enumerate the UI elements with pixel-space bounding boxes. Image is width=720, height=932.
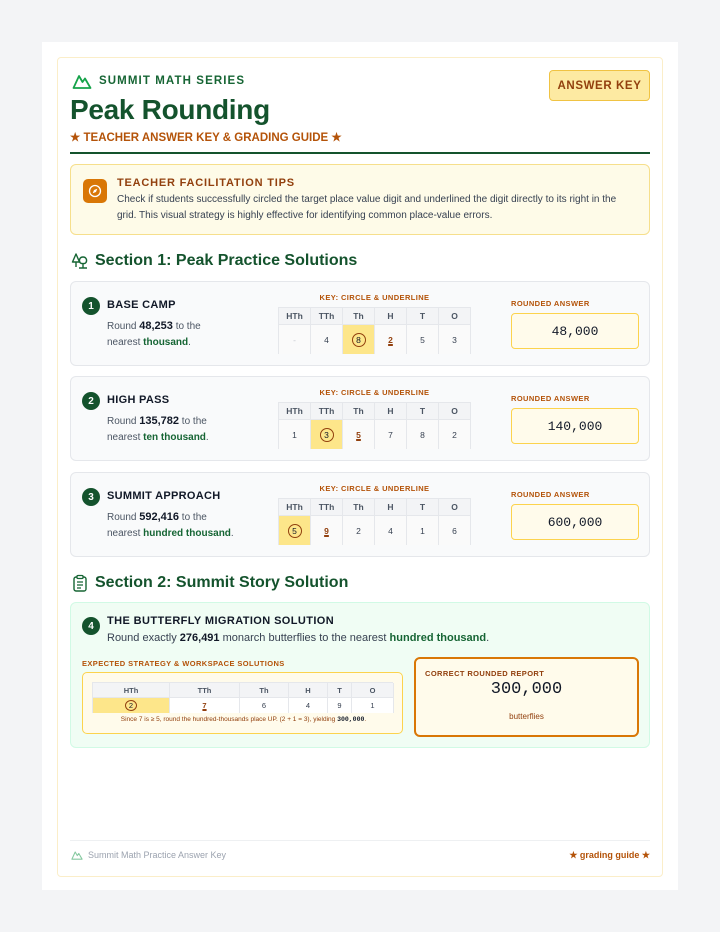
rounded-report-box bbox=[414, 657, 639, 737]
grid-digit: 1 bbox=[292, 429, 297, 440]
circled-digit: 2 bbox=[125, 700, 137, 711]
section-1-title: Section 1: Peak Practice Solutions bbox=[95, 252, 358, 269]
place-header: O bbox=[439, 499, 471, 516]
place-value-grid bbox=[278, 307, 471, 354]
series-label: SUMMIT MATH SERIES bbox=[99, 75, 246, 87]
rounded-answer-box: 140,000 bbox=[511, 408, 639, 444]
clipboard-icon bbox=[71, 574, 89, 592]
strategy-note bbox=[83, 716, 404, 723]
underlined-digit: 2 bbox=[388, 334, 393, 345]
problem-number: 2 bbox=[82, 392, 100, 410]
story-place-value-grid bbox=[92, 682, 393, 713]
prompt-text: to the bbox=[181, 416, 207, 427]
workspace-panel bbox=[82, 672, 403, 734]
prompt-text: nearest bbox=[107, 337, 141, 348]
problem-prompt bbox=[107, 318, 247, 351]
grid-cell bbox=[279, 516, 311, 545]
grid-cell bbox=[439, 325, 471, 354]
grid-digit: 3 bbox=[452, 334, 457, 345]
workspace-label: EXPECTED STRATEGY & WORKSPACE SOLUTIONS bbox=[82, 659, 285, 668]
footer-divider bbox=[70, 840, 650, 841]
place-header: H bbox=[375, 403, 407, 420]
prompt-text: to the bbox=[175, 321, 201, 332]
page-subtitle: ★ TEACHER ANSWER KEY & GRADING GUIDE ★ bbox=[70, 132, 342, 144]
note-value: 300,000 bbox=[337, 716, 365, 723]
prompt-text: Round bbox=[107, 512, 137, 523]
place-header: Th bbox=[343, 308, 375, 325]
prompt-text: monarch butterflies to the nearest bbox=[222, 632, 387, 644]
problem-title: BASE CAMP bbox=[107, 299, 176, 311]
grid-cell bbox=[343, 325, 375, 354]
rounded-answer-label: ROUNDED ANSWER bbox=[511, 490, 590, 499]
underlined-digit: 7 bbox=[202, 701, 207, 710]
report-unit: butterflies bbox=[509, 712, 544, 721]
place-header: HTh bbox=[279, 403, 311, 420]
place-value-grid bbox=[278, 498, 471, 545]
note-text: Since 7 is ≥ 5, round the hundred-thousands place UP. (2 + 1 = 3), yielding bbox=[120, 716, 336, 723]
rounded-answer-label: ROUNDED ANSWER bbox=[511, 394, 590, 403]
prompt-text: nearest bbox=[107, 528, 141, 539]
problem-number: 3 bbox=[82, 488, 100, 506]
grid-cell bbox=[328, 698, 352, 713]
grid-cell bbox=[93, 698, 170, 713]
problem-value: 48,253 bbox=[139, 320, 173, 332]
prompt-end: . bbox=[486, 632, 490, 644]
grid-digit: 4 bbox=[305, 701, 311, 710]
report-label: CORRECT ROUNDED REPORT bbox=[425, 669, 545, 678]
place-header: H bbox=[289, 683, 328, 698]
grid-cell bbox=[375, 325, 407, 354]
place-header: Th bbox=[343, 499, 375, 516]
grid-digit: 2 bbox=[452, 429, 457, 440]
tips-title: TEACHER FACILITATION TIPS bbox=[117, 177, 295, 189]
place-header: HTh bbox=[279, 499, 311, 516]
grid-cell bbox=[352, 698, 394, 713]
grid-cell bbox=[170, 698, 240, 713]
grid-cell bbox=[343, 420, 375, 449]
grid-digit: 8 bbox=[420, 429, 425, 440]
underlined-digit: 9 bbox=[324, 525, 329, 536]
place-header: Th bbox=[240, 683, 289, 698]
grid-digit: 4 bbox=[324, 334, 329, 345]
key-label: KEY: CIRCLE & UNDERLINE bbox=[319, 388, 430, 397]
report-value: 300,000 bbox=[490, 680, 563, 699]
circled-digit: 8 bbox=[352, 333, 366, 347]
problem-place: hundred thousand bbox=[143, 528, 231, 539]
place-header: O bbox=[439, 403, 471, 420]
problem-number: 4 bbox=[82, 617, 100, 635]
prompt-text: to the bbox=[181, 512, 207, 523]
section-2-title: Section 2: Summit Story Solution bbox=[95, 574, 349, 591]
grid-digit: 6 bbox=[452, 525, 457, 536]
grid-cell bbox=[311, 325, 343, 354]
compass-icon bbox=[83, 179, 107, 203]
place-header: HTh bbox=[93, 683, 170, 698]
grid-digit: 1 bbox=[370, 701, 375, 710]
grid-digit: 4 bbox=[388, 525, 393, 536]
grid-cell bbox=[343, 516, 375, 545]
grid-cell bbox=[407, 516, 439, 545]
grid-cell bbox=[311, 420, 343, 449]
underlined-digit: 5 bbox=[356, 429, 361, 440]
grid-cell bbox=[439, 420, 471, 449]
prompt-text: Round bbox=[107, 321, 137, 332]
problem-card bbox=[70, 376, 650, 461]
problem-place: thousand bbox=[143, 337, 189, 348]
place-header: T bbox=[407, 499, 439, 516]
problem-place: ten thousand bbox=[143, 432, 206, 443]
rounded-answer-label: ROUNDED ANSWER bbox=[511, 299, 590, 308]
grid-cell bbox=[240, 698, 289, 713]
rounded-answer-box: 600,000 bbox=[511, 504, 639, 540]
footer-title: Summit Math Practice Answer Key bbox=[88, 850, 227, 860]
grid-cell bbox=[279, 420, 311, 449]
problem-card bbox=[70, 472, 650, 557]
place-header: Th bbox=[343, 403, 375, 420]
grid-cell bbox=[311, 516, 343, 545]
grid-digit: 9 bbox=[337, 701, 342, 710]
rounded-answer-box: 48,000 bbox=[511, 313, 639, 349]
grid-digit: 1 bbox=[420, 525, 425, 536]
trees-icon bbox=[71, 252, 89, 270]
problem-prompt bbox=[107, 509, 247, 542]
teacher-tips-panel bbox=[70, 164, 650, 235]
grid-digit: 6 bbox=[261, 701, 267, 710]
place-header: HTh bbox=[279, 308, 311, 325]
place-header: TTh bbox=[311, 308, 343, 325]
place-header: H bbox=[375, 308, 407, 325]
story-card bbox=[70, 602, 650, 748]
page-title: Peak Rounding bbox=[70, 94, 270, 125]
tips-body: Check if students successfully circled the target place value digit and underlined the digit directly to its right in the grid. This visual strategy is highly effective for identifying common place-value errors. bbox=[117, 194, 617, 221]
grid-digit: 7 bbox=[388, 429, 393, 440]
problem-title: SUMMIT APPROACH bbox=[107, 490, 221, 502]
problem-prompt bbox=[107, 413, 247, 446]
prompt-end: . bbox=[188, 337, 191, 348]
grid-cell bbox=[439, 516, 471, 545]
key-label: KEY: CIRCLE & UNDERLINE bbox=[319, 484, 430, 493]
note-end: . bbox=[364, 716, 367, 723]
prompt-text: nearest bbox=[107, 432, 141, 443]
grid-digit: 5 bbox=[420, 334, 425, 345]
story-title: THE BUTTERFLY MIGRATION SOLUTION bbox=[107, 615, 335, 627]
place-header: T bbox=[407, 308, 439, 325]
grid-cell bbox=[407, 420, 439, 449]
problem-card bbox=[70, 281, 650, 366]
place-header: TTh bbox=[311, 499, 343, 516]
header-divider bbox=[70, 152, 650, 154]
problem-value: 135,782 bbox=[139, 415, 180, 427]
place-header: H bbox=[375, 499, 407, 516]
problem-title: HIGH PASS bbox=[107, 394, 170, 406]
place-value-grid bbox=[278, 402, 471, 449]
circled-digit: 3 bbox=[320, 428, 334, 442]
story-prompt bbox=[107, 632, 489, 644]
problem-number: 1 bbox=[82, 297, 100, 315]
grid-cell bbox=[375, 420, 407, 449]
place-header: T bbox=[328, 683, 352, 698]
story-value: 276,491 bbox=[179, 632, 220, 644]
grid-digit: - bbox=[293, 334, 296, 345]
place-header: TTh bbox=[170, 683, 240, 698]
prompt-text: Round exactly bbox=[107, 632, 177, 644]
grid-cell bbox=[407, 325, 439, 354]
key-label: KEY: CIRCLE & UNDERLINE bbox=[319, 293, 430, 302]
grid-digit: 2 bbox=[356, 525, 361, 536]
prompt-end: . bbox=[205, 432, 209, 443]
problem-value: 592,416 bbox=[139, 511, 180, 523]
grid-cell bbox=[375, 516, 407, 545]
place-header: O bbox=[352, 683, 394, 698]
place-header: T bbox=[407, 403, 439, 420]
grid-cell bbox=[289, 698, 328, 713]
footer-tag: ★ grading guide ★ bbox=[569, 850, 650, 860]
answer-key-badge: ANSWER KEY bbox=[549, 70, 650, 101]
place-header: O bbox=[439, 308, 471, 325]
prompt-text: Round bbox=[107, 416, 137, 427]
mountain-icon bbox=[71, 849, 83, 861]
mountain-icon bbox=[72, 71, 92, 91]
circled-digit: 5 bbox=[288, 524, 302, 538]
story-place: hundred thousand bbox=[389, 632, 487, 644]
prompt-end: . bbox=[230, 528, 234, 539]
place-header: TTh bbox=[311, 403, 343, 420]
grid-cell bbox=[279, 325, 311, 354]
